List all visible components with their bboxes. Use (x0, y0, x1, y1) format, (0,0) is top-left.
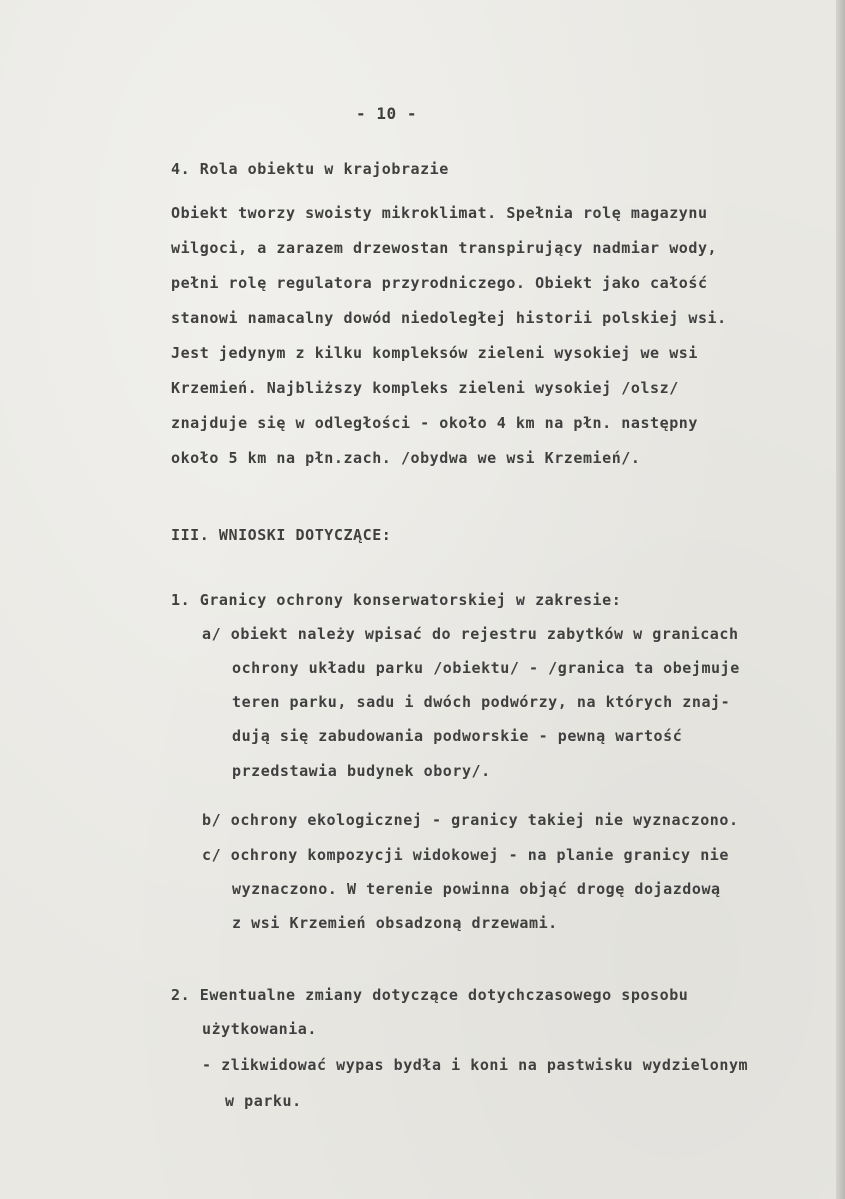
item-1c-line: wyznaczono. W terenie powinna objąć drogę dojazdową (232, 880, 721, 898)
item-1a-line: teren parku, sadu i dwóch podwórzy, na których znaj- (232, 693, 731, 711)
item-1a-line: dują się zabudowania podworskie - pewną wartość (232, 727, 683, 745)
section-4-heading: 4. Rola obiektu w krajobrazie (171, 160, 449, 178)
item-2-title: użytkowania. (202, 1020, 317, 1038)
item-1b-line: b/ ochrony ekologicznej - granicy takiej nie wyznaczono. (202, 811, 739, 829)
paragraph-line: znajduje się w odległości - około 4 km na płn. następny (171, 414, 698, 432)
paragraph-line: Krzemień. Najbliższy kompleks zieleni wysokiej /olsz/ (171, 379, 679, 397)
item-1a-line: a/ obiekt należy wpisać do rejestru zabytków w granicach (202, 625, 739, 643)
item-1a-line: ochrony układu parku /obiektu/ - /granica ta obejmuje (232, 659, 740, 677)
paragraph-line: Obiekt tworzy swoisty mikroklimat. Spełnia rolę magazynu (171, 204, 708, 222)
section-3-heading: III. WNIOSKI DOTYCZĄCE: (171, 526, 392, 544)
item-1c-line: z wsi Krzemień obsadzoną drzewami. (232, 914, 558, 932)
paragraph-line: około 5 km na płn.zach. /obydwa we wsi Krzemień/. (171, 449, 641, 467)
paragraph-line: pełni rolę regulatora przyrodniczego. Obiekt jako całość (171, 274, 708, 292)
paragraph-line: wilgoci, a zarazem drzewostan transpirujący nadmiar wody, (171, 239, 718, 257)
page-edge-shadow (836, 0, 845, 1199)
item-1a-line: przedstawia budynek obory/. (232, 762, 491, 780)
item-2-title: 2. Ewentualne zmiany dotyczące dotychczasowego sposobu (171, 986, 689, 1004)
item-1c-line: c/ ochrony kompozycji widokowej - na planie granicy nie (202, 846, 729, 864)
paragraph-line: stanowi namacalny dowód niedoległej historii polskiej wsi. (171, 309, 727, 327)
page-number: - 10 - (356, 104, 418, 123)
item-2-point: w parku. (225, 1092, 302, 1110)
paragraph-line: Jest jedynym z kilku kompleksów zieleni wysokiej we wsi (171, 344, 698, 362)
item-2-point: - zlikwidować wypas bydła i koni na pastwisku wydzielonym (202, 1056, 749, 1074)
item-1-title: 1. Granicy ochrony konserwatorskiej w zakresie: (171, 591, 622, 609)
